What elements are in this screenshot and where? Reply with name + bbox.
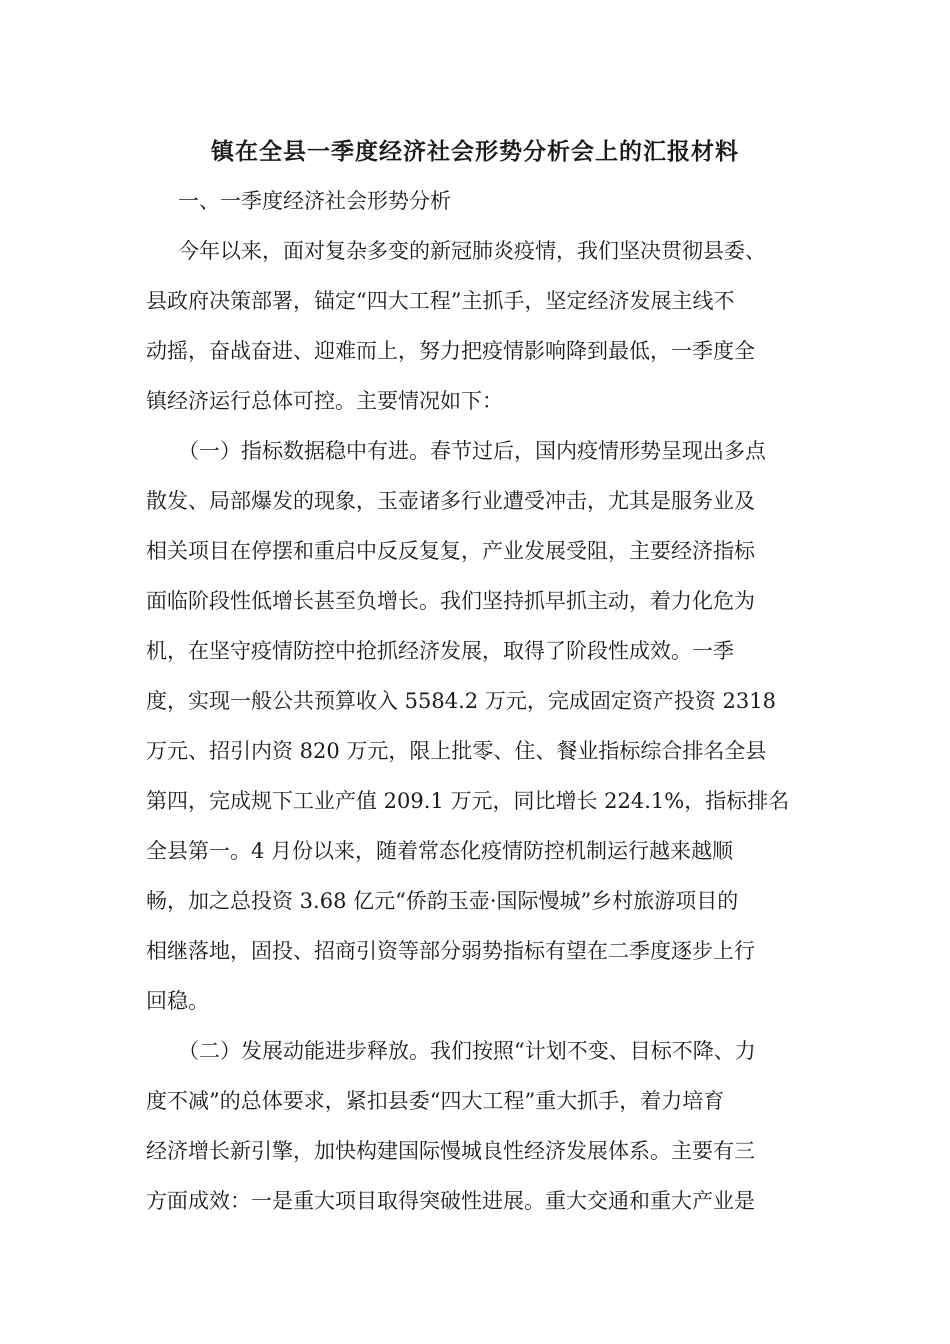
paragraph-line: 方面成效：一是重大项目取得突破性进展。重大交通和重大产业是: [146, 1189, 755, 1213]
paragraph-line: 度，实现一般公共预算收入 5584.2 万元，完成固定资产投资 2318: [146, 689, 776, 713]
document-title: 镇在全县一季度经济社会形势分析会上的汇报材料: [211, 138, 739, 165]
paragraph-line: 动摇，奋战奋进、迎难而上，努力把疫情影响降到最低，一季度全: [146, 339, 755, 363]
paragraph-line: 镇经济运行总体可控。主要情况如下：: [146, 389, 503, 413]
paragraph-line: 散发、局部爆发的现象，玉壶诸多行业遭受冲击，尤其是服务业及: [146, 489, 755, 513]
paragraph-line: 度不减”的总体要求，紧扣县委“四大工程”重大抓手，着力培育: [146, 1089, 725, 1113]
paragraph-line: 面临阶段性低增长甚至负增长。我们坚持抓早抓主动，着力化危为: [146, 589, 755, 613]
paragraph-line: 畅，加之总投资 3.68 亿元“侨韵玉壶·国际慢城”乡村旅游项目的: [146, 889, 739, 913]
section-heading: 一、一季度经济社会形势分析: [178, 189, 451, 213]
paragraph-line: （一）指标数据稳中有进。春节过后，国内疫情形势呈现出多点: [178, 439, 766, 463]
paragraph-line: 今年以来，面对复杂多变的新冠肺炎疫情，我们坚决贯彻县委、: [178, 239, 766, 263]
paragraph-line: 第四，完成规下工业产值 209.1 万元，同比增长 224.1%，指标排名: [146, 789, 790, 813]
paragraph-line: 机，在坚守疫情防控中抢抓经济发展，取得了阶段性成效。一季: [146, 639, 734, 663]
paragraph-line: 相关项目在停摆和重启中反反复复，产业发展受阻，主要经济指标: [146, 539, 755, 563]
paragraph-line: 万元、招引内资 820 万元，限上批零、住、餐业指标综合排名全县: [146, 739, 767, 763]
paragraph-line: 相继落地，固投、招商引资等部分弱势指标有望在二季度逐步上行: [146, 939, 755, 963]
paragraph-line: 县政府决策部署，锚定“四大工程”主抓手，坚定经济发展主线不: [146, 289, 735, 313]
paragraph-line: （二）发展动能进步释放。我们按照“计划不变、目标不降、力: [178, 1039, 756, 1063]
paragraph-line: 全县第一。4 月份以来，随着常态化疫情防控机制运行越来越顺: [146, 839, 734, 863]
paragraph-line: 经济增长新引擎，加快构建国际慢城良性经济发展体系。主要有三: [146, 1139, 755, 1163]
paragraph-line: 回稳。: [146, 989, 209, 1013]
